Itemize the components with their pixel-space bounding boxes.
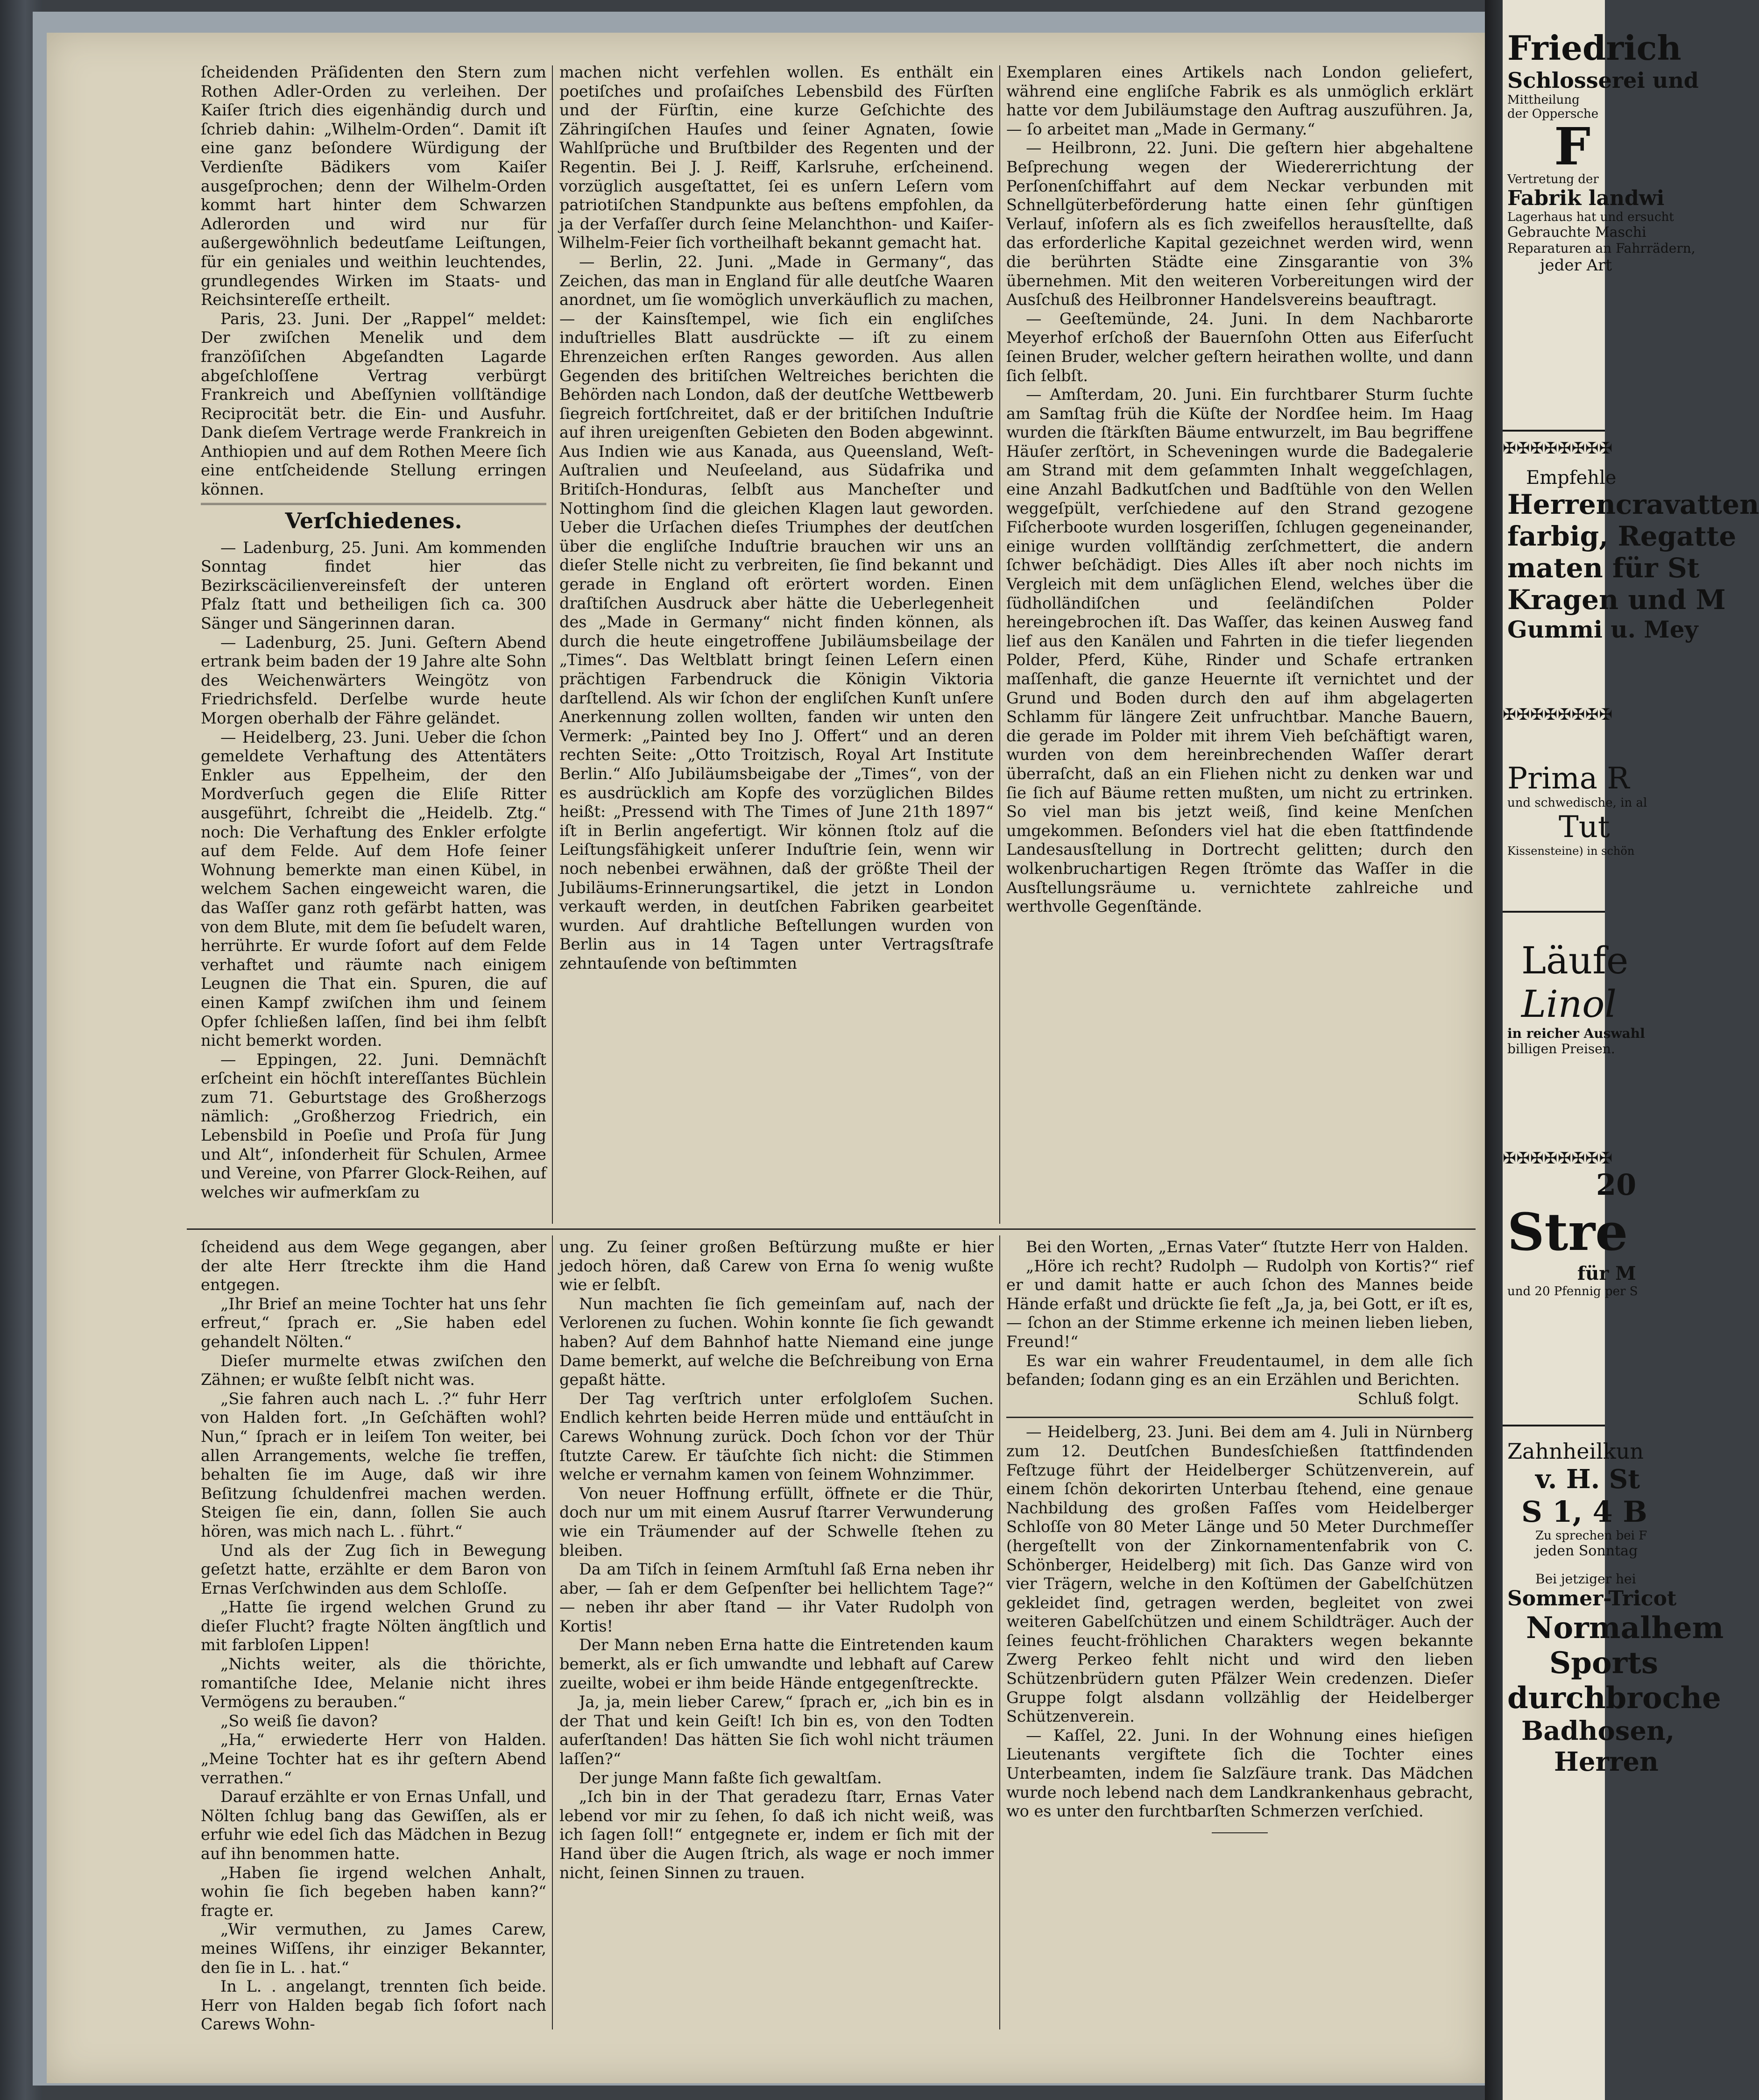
ad-strumpf: 20 Stre für M und 20 Pfennig per S (1507, 1168, 1638, 1298)
news-item: — Ladenburg, 25. Juni. Geſtern Abend ertrank beim baden der 19 Jahre alte Sohn des Weichenwärters Weingötz von Friedrichsfeld. Derſelbe wurde heute Morgen oberhalb der Fähre geländet. (201, 633, 546, 727)
story-paragraph: Der Tag verſtrich unter erfolgloſem Suchen. Endlich kehrten beide Herren müde und enttäuſcht in Carews Wohnung zurück. Doch ſchon vor der Thür ſtutzte Carew. Er täuſchte ſich nicht: die Stimmen welche er vernahm kamen von ſeinem Wohnzimmer. (559, 1389, 994, 1484)
story-paragraph: Der junge Mann faßte ſich gewaltſam. (579, 1768, 882, 1787)
column-bottom-left (201, 1238, 546, 2032)
ornament-border: ✠✠✠✠✠✠✠✠ (1503, 1149, 1613, 1168)
news-item: — Heidelberg, 23. Juni. Ueber die ſchon gemeldete Verhaftung des Attentäters Enkler aus Eppelheim, der den Mordverſuch gegen die Eliſe Ritter ausgeführt, ſchreibt die „Heidelb. Ztg.“ noch: Die Verhaftung des Enkler erfolgte auf dem Felde. Auf dem Hofe ſeiner Wohnung bemerkte man einen Kübel, in welchem Sachen eingeweicht waren, die das Waſſer ganz roth gefärbt hatten, was von dem Blute, mit dem ſie beſudelt waren, herrührte. Er wurde ſofort auf dem Felde verhaftet und räumte nach einigem Leugnen die That ein. Spuren, die auf einen Kampf zwiſchen ihm und ſeinem Opfer ſchließen laſſen, ſind bei ihm ſelbſt nicht bemerkt worden. (201, 728, 546, 1050)
story-paragraph: Ja, ja, mein lieber Carew,“ ſprach er, „ich bin es in der That und kein Geiſt! Ich bin es, von den Todten auferſtanden! Das hätten Sie ſich wohl nicht träumen laſſen?“ (559, 1693, 994, 1768)
story-paragraph: ſcheidend aus dem Wege gegangen, aber der alte Herr ſtreckte ihm die Hand entgegen. (201, 1238, 546, 1294)
news-item: — Geeſtemünde, 24. Juni. In dem Nachbarorte Meyerhof erſchoß der Bauernſohn Otten aus Eiferſucht ſeinen Bruder, welcher geſtern heirathen wollte, und dann ſich ſelbſt. (1006, 309, 1473, 385)
column-top-right (1006, 63, 1473, 1226)
section-heading: Verſchiedenes. (201, 503, 546, 536)
story-paragraph: Es war ein wahrer Freudentaumel, in dem alle ſich befanden; ſodann ging es an ein Erzählen und Berichten. (1006, 1351, 1473, 1389)
section-rule (187, 1228, 1476, 1230)
ad-prima: Prima R und schwedische, in al Tut Kissensteine) in schön (1507, 761, 1647, 858)
story-paragraph: In L. . angelangt, trennten ſich beide. Herr von Halden begab ſich ſofort nach Carews Wohn- (201, 1977, 546, 2034)
story-paragraph: Dieſer murmelte etwas zwiſchen den Zähnen; er wußte ſelbſt nicht was. (201, 1351, 546, 1389)
adjacent-page (1503, 0, 1759, 2100)
story-paragraph: Der Mann neben Erna hatte die Eintretenden kaum bemerkt, als er ſich umwandte und lebhaft auf Carew zueilte, wobei er ihm beide Hände entgegenſtreckte. (559, 1636, 994, 1692)
news-item: — Berlin, 22. Juni. „Made in Germany“, das Zeichen, das man in England für alle deutſche Waaren anordnet, um ſie womöglich unverkäuflich zu machen, — der Kainsſtempel, wie ſich ein engliſches induſtrielles Blatt ausdrückte — iſt zu einem Ehrenzeichen erſten Ranges geworden. Aus allen Gegenden des britiſchen Weltreiches berichten die Behörden nach London, daß der deutſche Wettbewerb ſiegreich fortſchreitet, daß er der britiſchen Induſtrie auf ihren ureigenſten Gebieten den Boden abgewinnt. Aus Indien wie aus Kanada, aus Queensland, Weſt-Auſtralien und Neuſeeland, aus Südafrika und Britiſch-Honduras, ſelbſt aus Mancheſter und Nottinghom ſind die gleichen Klagen laut geworden. Ueber die Urſachen dieſes Triumphes der deutſchen über die engliſche Induſtrie brauchen wir uns an dieſer Stelle nicht zu verbreiten, ſie ſind bekannt und gerade in England oft erörtert worden. Einen draſtiſchen Ausdruck aber hätte die Ueberlegenheit des „Made in Germany“ nicht finden können, als durch die heute eingetroffene Jubiläumsbeilage der „Times“. Das Weltblatt bringt ſeinen Leſern einen prächtigen Farbendruck die Königin Viktoria darſtellend. Als wir ſchon der engliſchen Kunſt unſere Anerkennung zollen wollten, fanden wir unten den Vermerk: „Painted bey Ino J. Offert“ und an deren rechten Seite: „Otto Troitzisch, Royal Art Institute Berlin.“ Alſo Jubiläumsbeigabe der „Times“, von der es ausdrücklich am Kopfe des vorzüglichen Bildes heißt: „Pressend with The Times of June 21th 1897“ iſt in Berlin angefertigt. Wir können ſtolz auf die Leiſtungsfähigkeit unſerer Induſtrie ſein, wenn wir noch nebenbei erwähnen, daß der größte Theil der Jubiläums-Erinnerungsartikel, die jetzt in London verkauft werden, in deutſchen Fabriken gearbeitet wurden. Auf drahtliche Beſtellungen wurden von Berlin aus in 14 Tagen unter Vertragsſtrafe zehntauſende von beſtimmten (559, 252, 994, 972)
ornament-border: ✠✠✠✠✠✠✠✠ (1503, 439, 1613, 458)
story-paragraph: „Hatte ſie irgend welchen Grund zu dieſer Flucht? fragte Nölten ängſtlich und mit farbloſen Lippen! (201, 1598, 546, 1654)
news-item: — Amſterdam, 20. Juni. Ein furchtbarer Sturm ſuchte am Samſtag früh die Küſte der Nordſee heim. Im Haag wurden die ſtärkſten Bäume entwurzelt, im Bau begriffene Häuſer zerſtört, in Scheveningen wurde die Badegalerie am Strand mit dem geſammten Inhalt weggeſchlagen, eine Anzahl Badkutſchen und Badſtühle von den Wellen weggeſpült, verſchiedene auf den Strand gezogene Fiſcherboote wurden losgeriſſen, ſchlugen gegeneinander, einige wurden vollſtändig zerſchmettert, die andern ſchwer beſchädigt. Dies Alles iſt aber noch nichts im Vergleich mit dem unſäglichen Elend, welches über die ſüdholländiſchen und ſeeländiſchen Polder hereingebrochen iſt. Das Waſſer, das keinen Ausweg fand lief aus den Kanälen und Fahrten in die tiefer liegenden Polder, Pferd, Kühe, Rinder und Schafe ertranken maſſenhaft, die ganze Heuernte iſt vernichtet und der Grund und Boden durch den auf ihm abgelagerten Schlamm für längere Zeit unfruchtbar. Manche Bauern, die gerade im Polder mit ihrem Vieh beſchäftigt waren, wurden von dem hereinbrechenden Waſſer derart überraſcht, daß an ein Fliehen nicht zu denken war und ſie ſich auf Bäume retten mußten, um nicht zu ertrinken. So viel man bis jetzt weiß, ſind keine Menſchen umgekommen. Beſonders viel hat die eben ſtattfindende Landesausſtellung in Dortrecht gelitten; durch den wolkenbruchartigen Regen ſtrömte das Waſſer in die Ausſtellungsräume u. vernichtete zahlreiche und werthvolle Gegenſtände. (1006, 385, 1473, 916)
ad-laeufer: Läufe Linol in reicher Auswahl billigen Preisen. (1507, 939, 1645, 1057)
story-paragraph: „Ihr Brief an meine Tochter hat uns ſehr erfreut,“ ſprach er. „Sie haben edel gehandelt Nölten.“ (201, 1294, 546, 1351)
story-paragraph: ung. Zu ſeiner großen Beſtürzung mußte er hier jedoch hören, daß Carew von Erna ſo wenig wußte wie er ſelbſt. (559, 1238, 994, 1294)
story-paragraph: Bei den Worten, „Ernas Vater“ ſtutzte Herr von Halden. (1026, 1238, 1469, 1256)
end-rule (1212, 1832, 1268, 1833)
news-item: — Ladenburg, 25. Juni. Am kommenden Sonntag findet hier das Bezirkscäcilienvereinsfeſt der unteren Pfalz ſtatt und betheiligen ſich ca. 300 Sänger und Sängerinnen daran. (201, 538, 546, 633)
story-paragraph: „Ich bin in der That geradezu ſtarr, Ernas Vater lebend vor mir zu ſehen, ſo daß ich nicht weiß, was ich ſagen ſoll!“ entgegnete er, indem er ſich mit der Hand über die Augen ſtrich, als wage er noch immer nicht, ſeinen Sinnen zu trauen. (559, 1788, 994, 1882)
story-paragraph: „Wir vermuthen, zu James Carew, meines Wiſſens, ihr einziger Bekannter, den ſie in L. . hat.“ (201, 1920, 546, 1977)
story-paragraph: „Nichts weiter, als die thörichte, romantiſche Idee, Melanie nicht ihres Vermögens zu berauben.“ (201, 1655, 546, 1711)
news-item: — Heilbronn, 22. Juni. Die geſtern hier abgehaltene Beſprechung wegen der Wiedererrichtung der Perſonenſchiffahrt auf dem Neckar verbunden mit Schnellgüterbeförderung hatte einen ſehr günſtigen Verlauf, inſofern als es ſich zweifellos herausſtellte, daß das erforderliche Kapital gezeichnet werden wird, wenn die berührten Städte eine Zinsgarantie von 3% übernehmen. Mit den weiteren Vorbereitungen wird der Ausſchuß des Heilbronner Handelsvereins beauftragt. (1006, 139, 1473, 309)
story-paragraph: „Sie fahren auch nach L. .?“ fuhr Herr von Halden fort. „In Geſchäften wohl? Nun,“ ſprach er in leiſem Ton weiter, bei allen Arrangements, welche ſie treffen, behalten ſie im Auge, daß wir ihre Beſitzung ſchuldenfrei machen werden. Steigen ſie ein, dann, ſollen Sie auch hören, was mich nach L. . führt.“ (201, 1389, 546, 1540)
news-item: — Heidelberg, 23. Juni. Bei dem am 4. Juli in Nürnberg zum 12. Deutſchen Bundesſchießen ſtattfindenden Feſtzuge führt der Heidelberger Schützenverein, auf einem ſchön dekorirten Unterbau ſtehend, eine genaue Nachbildung des großen Faſſes vom Heidelberger Schloſſe von 80 Meter Länge und 50 Meter Durchmeſſer (hergeſtellt von der Zinkornamentenfabrik von C. Schönberger, Heidelberg) mit ſich. Das Ganze wird von vier Trägern, welche in den Koſtümen der Gabelſchützen gekleidet ſind, getragen werden, begleitet von zwei weiteren Gabelſchützen und einem Schildträger. Auch der ſeines feucht-fröhlichen Charakters wegen bekannte Zwerg Perkeo fehlt nicht und wird den lieben Schützenbrüdern guten Pfälzer Wein credenzen. Dieſer Gruppe folgt alsdann vollzählig der Heidelberger Schützenverein. (1006, 1423, 1473, 1726)
article-paragraph: Exemplaren eines Artikels nach London geliefert, während eine engliſche Fabrik es als unmöglich erklärt hatte vor dem Jubiläumstage den Auftrag auszuführen. Ja, — ſo arbeitet man „Made in Germany.“ (1006, 63, 1473, 138)
column-bottom-right (1006, 1238, 1473, 2032)
story-paragraph: Da am Tiſch in ſeinem Armſtuhl ſaß Erna neben ihr aber, — ſah er dem Geſpenſter bei hellichtem Tage?“ — neben ihr aber ſtand — ihr Vater Rudolph von Kortis! (559, 1560, 994, 1635)
ad-cravatten: Empfehle Herrencravatten farbig, Regatte maten für St Kragen und M Gummi u. Mey (1507, 467, 1759, 643)
news-item: — Kaſſel, 22. Juni. In der Wohnung eines hieſigen Lieutenants vergiftete ſich die Tochter eines Unterbeamten, indem ſie Salzſäure trank. Das Mädchen wurde noch lebend nach dem Landkrankenhaus gebracht, wo es unter den furchtbarſten Schmerzen verſchied. (1006, 1726, 1473, 1821)
news-item: — Eppingen, 22. Juni. Demnächſt erſcheint ein höchſt intereſſantes Büchlein zum 71. Geburtstage des Großherzogs nämlich: „Großherzog Friedrich, ein Lebensbild in Poeſie und Proſa für Jung und Alt“, inſonderheit für Schulen, Armee und Vereine, von Pfarrer Glock-Reihen, auf welches wir aufmerkſam zu (201, 1050, 546, 1201)
section-rule (1006, 1417, 1473, 1418)
story-paragraph: „Ha,“ erwiederte Herr von Halden. „Meine Tochter hat es ihr geſtern Abend verrathen.“ (201, 1731, 546, 1787)
continuation-note: Schluß folgt. (1357, 1389, 1459, 1408)
column-bottom-middle (559, 1238, 994, 2032)
column-top-left (201, 63, 546, 1226)
column-rule (999, 1235, 1000, 2029)
story-paragraph: „Höre ich recht? Rudolph — Rudolph von Kortis?“ rief er und damit hatte er auch ſchon des Mannes beide Hände erfaßt und drückte ſie feſt „Ja, ja, bei Gott, er iſt es, — ſchon an der Stimme erkenne ich meinen lieben lieben, Freund!“ (1006, 1256, 1473, 1351)
ornament-border: ✠✠✠✠✠✠✠✠ (1503, 705, 1613, 724)
book-gutter (1485, 0, 1504, 2100)
ad-zahnheilkunde: Zahnheilkun v. H. St S 1, 4 B Zu sprechen bei F jeden Sonntag Bei jetziger hei Sommer-Tricot Normalhem Sports durchbroche Badhosen, Herren (1507, 1439, 1724, 1777)
story-paragraph: „Haben ſie irgend welchen Anhalt, wohin ſie ſich begeben haben kann?“ fragte er. (201, 1863, 546, 1920)
ad-rule (1503, 430, 1605, 432)
column-rule (552, 65, 553, 1224)
newspaper-page (47, 33, 1485, 2083)
column-rule (999, 65, 1000, 1224)
story-paragraph: „So weiß ſie davon? (220, 1711, 378, 1730)
story-paragraph: Nun machten ſie ſich gemeinſam auf, nach der Verlorenen zu ſuchen. Wohin konnte ſie ſich gewandt haben? Auf dem Bahnhof hatte Niemand eine junge Dame bemerkt, auf welche die Beſchreibung von Erna gepaßt hätte. (559, 1294, 994, 1389)
article-paragraph: machen nicht verfehlen wollen. Es enthält ein poetiſches und proſaiſches Lebensbild des Fürſten und der Fürſtin, eine kurze Geſchichte des Zähringiſchen Hauſes und ſeiner Agnaten, ſowie Wahlſprüche und Bruſtbilder des Regenten und der Regentin. Bei J. J. Reiff, Karlsruhe, erſcheinend. vorzüglich ausgeſtattet, ſei es unſern Leſern vom patriotiſchen Standpunkte aus beſtens empfohlen, da ja der Verfaſſer durch ſeine Melanchthon- und Kaiſer-Wilhelm-Feier ſich vortheilhaft bekannt gemacht hat. (559, 63, 994, 252)
story-paragraph: Und als der Zug ſich in Bewegung geſetzt hatte, erzählte er dem Baron von Ernas Verſchwinden aus dem Schloſſe. (201, 1541, 546, 1597)
article-paragraph: Paris, 23. Juni. Der „Rappel“ meldet: Der zwiſchen Menelik und dem franzöſiſchen Abgeſandten Lagarde abgeſchloſſene Vertrag verbürgt Frankreich und Abeſſynien vollſtändige Reciprocität betr. die Ein- und Ausfuhr. Dank dieſem Vertrage werde Frankreich in Anthiopien und auf dem Rothen Meere ſich eine entſcheidende Stellung erringen können. (201, 309, 546, 499)
ad-rule (1503, 1425, 1605, 1426)
story-paragraph: Darauf erzählte er von Ernas Unfall, und Nölten ſchlug bang das Gewiſſen, als er erfuhr wie edel ſich das Mädchen in Bezug auf ihn benommen hatte. (201, 1788, 546, 1863)
story-paragraph: Von neuer Hoffnung erfüllt, öffnete er die Thür, doch nur um mit einem Ausruf ſtarrer Verwunderung wie ein Träumender auf der Schwelle ſtehen zu bleiben. (559, 1484, 994, 1560)
column-top-middle (559, 63, 994, 1226)
article-paragraph: ſcheidenden Präſidenten den Stern zum Rothen Adler-Orden zu verleihen. Der Kaiſer ſtrich dies eigenhändig durch und ſchrieb dahin: „Wilhelm-Orden“. Damit iſt eine ganz beſondere Würdigung der Verdienſte Bädikers vom Kaiſer ausgeſprochen; denn der Wilhelm-Orden kommt hart hinter dem Schwarzen Adlerorden und wird nur für außergewöhnlich bedeutſame Leiſtungen, für ein geniales und weithin leuchtendes, grundlegendes Wirken im Staats- und Reichsintereſſe ertheilt. (201, 63, 546, 309)
ad-rule (1503, 911, 1605, 913)
column-rule (552, 1235, 553, 2029)
ad-friedrich: Friedrich Schlosserei und Mittheilung der Oppersche F Vertretung der Fabrik landwi Lagerhaus hat und ersucht Gebrauchte Maschi Reparaturen an Fahrrädern, jeder Art (1507, 28, 1699, 275)
